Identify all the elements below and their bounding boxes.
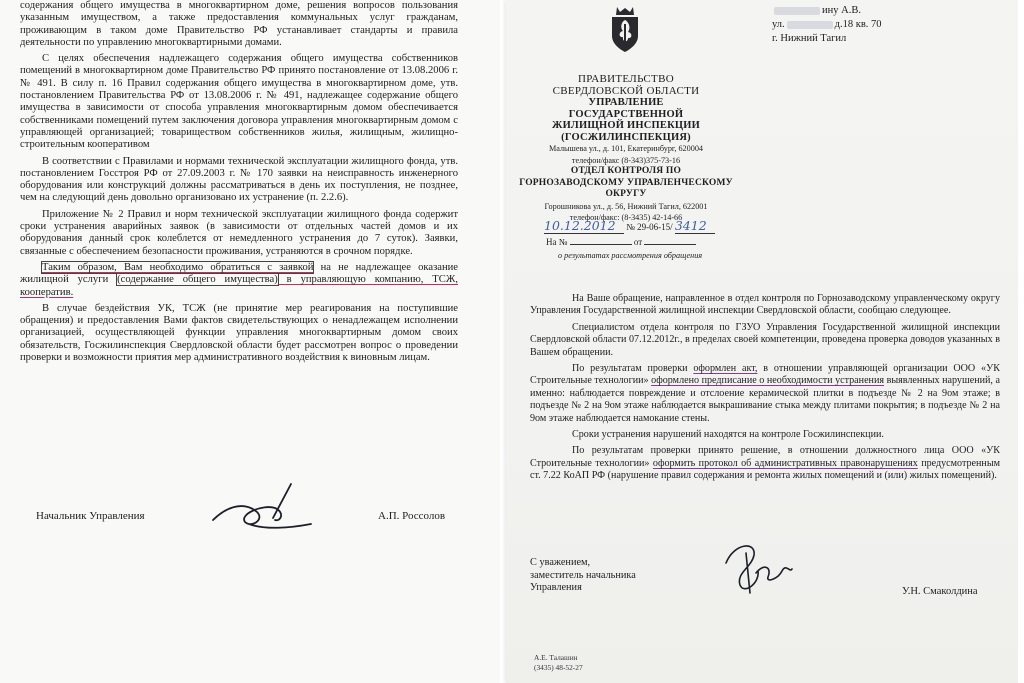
redaction-icon <box>774 7 820 15</box>
recipient-block <box>772 4 882 46</box>
letterhead-line-4: ГОСУДАРСТВЕННОЙ <box>568 108 684 120</box>
closing-line-1: С уважением, <box>530 557 591 568</box>
protocol-highlight: оформить протокол об административных правонарушениях <box>652 457 918 469</box>
right-letter-page <box>506 0 1018 683</box>
right-paragraph-3: По результатам проверки оформлен акт, в отношении управляющей организации ООО «УК Строительные технологии» оформлено предписание о необходимости устранения выявленных нарушений, а именно: наблюдается повреждение и отслоение керамической плитки в подъезде № 2 на 9ом этаже; в подъезде № 2 на 9ом этаже наблюдается выкрашивание стыка между плитами покрытия; в подъезде № 2 на 9ом этаже наблюдается намокание стены. <box>530 363 1000 424</box>
left-paragraph-3: В соответствии с Правилами и нормами технической эксплуатации жилищного фонда, утв. постановлением Госстроя РФ от 27.09.2003 г. № 170 заявки на неисправность инженерного оборудования или конструкций должны рассматриваться в день их поступления, не позднее, чем на следующий день довольно организовано их устранение (п. 2.2.6). <box>20 155 458 204</box>
letterhead-phone-1: телефон/факс (8-343)375-73-16 <box>571 155 681 165</box>
right-paragraph-5: По результатам проверки принято решение, в отношении должностного лица ООО «УК Строительные технологии» оформить протокол об административных правонарушениях предусмотренным ст. 7.22 КоАП РФ (нарушение правил содержания и ремонта жилых помещений и (или) жилых помещений). <box>530 445 1000 482</box>
left-letter-body <box>20 0 458 368</box>
letterhead-line-5: ЖИЛИЩНОЙ ИНСПЕКЦИИ <box>551 120 700 131</box>
left-highlight-paragraph <box>20 262 458 299</box>
left-signature-title: Начальник Управления <box>36 510 145 522</box>
executor-name: А.Е. Талашин <box>534 653 578 662</box>
closing-block <box>530 557 636 595</box>
letterhead <box>506 74 746 224</box>
left-paragraph-1: содержания общего имущества в многоквартирном доме, решения вопросов пользования указанным имуществом, а также предоставления коммунальных услуг гражданам, проживающим в таком доме Правительство РФ устанавливает стандарты и правила деятельности по управлению многоквартирными домами. <box>20 0 458 48</box>
letterhead-line-6: (ГОСЖИЛИНСПЕКЦИЯ) <box>561 131 691 143</box>
right-signature-image <box>716 533 796 603</box>
letterhead-line-2: СВЕРДЛОВСКОЙ ОБЛАСТИ <box>552 84 700 97</box>
letterhead-dept-2: ГОРНОЗАВОДСКОМУ УПРАВЛЕНЧЕСКОМУ ОКРУГУ <box>519 177 733 199</box>
left-paragraph-last: В случае бездействия УК, ТСЖ (не принятие мер реагирования на поступившие обращения) и предоставления Вами фактов свидетельствующих о ненадлежащем исполнении организацией, осуществляющей функции управления многоквартирным домом своих обязательств, Госжилинспекция Свердловской области будет рассмотрен вопрос о проведении проверки и возможности приятия мер административного воздействия к виновным лицам. <box>20 302 458 364</box>
highlight-part-4: в управляющую компанию, ТСЖ, кооператив. <box>20 274 458 298</box>
left-letter-page <box>0 0 500 683</box>
highlight-part-2: на не надлежащее оказание жилищной услуги <box>20 261 458 286</box>
order-highlight: оформлено предписание о необходимости устранения <box>651 375 884 387</box>
left-signature-name: А.П. Россолов <box>378 510 446 522</box>
executor-block <box>534 653 583 672</box>
na-blank <box>570 236 632 245</box>
na-label: На № <box>546 237 568 247</box>
letterhead-line-1: ПРАВИТЕЛЬСТВО <box>578 73 674 85</box>
letterhead-address-1: Малышева ул., д. 101, Екатеринбург, 620004 <box>548 144 704 153</box>
handwritten-date: 10.12.2012 <box>544 218 624 234</box>
letterhead-phone-2: телефон/факс: (8-3435) 42-14-66 <box>569 213 683 222</box>
left-paragraph-4: Приложение № 2 Правил и норм технической эксплуатации жилищного фонда содержит сроки устранения аварийных заявок (в зависимости от отдельных частей домов и их оборудования данный срок колеблется от немедленного устранения до 7 суток). Заявки, связанные с обеспечением безопасности проживания, устраняются в срочном порядке. <box>20 208 458 257</box>
date-line <box>544 218 715 234</box>
number-label: № <box>626 222 635 232</box>
recipient-street: ул. д.18 кв. 70 <box>772 19 882 30</box>
highlight-part-1: Таким образом, Вам необходимо обратиться с заявкой <box>42 261 314 273</box>
right-paragraph-1: На Ваше обращение, направленное в отдел контроля по Горнозаводскому управленческому округу Управления Государственной жилищной инспекции Свердловской области, сообщаю следующее. <box>530 293 1000 317</box>
left-paragraph-2: С целях обеспечения надлежащего содержания общего имущества собственников помещений в многоквартирном доме Правительство РФ принято постановление от 13.08.2006 г. № 491. В силу п. 16 Правил содержания общего имущества в многоквартирном доме, утв. постановлением Правительства РФ от 13.08.2006 г. № 491, надлежащее содержание общего имущества в зависимости от способа управления многоквартирным домом обеспечивается собственниками помещений путем заключения договора управления многоквартирным домом с управляющей организацией; товариществом собственников жилья, жилищным, жилищно-строительным кооперативом <box>20 53 458 151</box>
redaction-icon <box>787 21 833 29</box>
reference-line <box>546 236 696 247</box>
left-signature-image <box>205 478 315 538</box>
act-highlight: оформлен акт, <box>693 363 758 375</box>
letterhead-line-3: УПРАВЛЕНИЕ <box>588 97 664 108</box>
right-letter-body <box>530 293 1000 487</box>
subject-line: о результатах рассмотрения обращения <box>558 251 703 260</box>
recipient-name: ину А.В. <box>772 4 882 18</box>
right-paragraph-4: Сроки устранения нарушений находятся на контроле Госжилинспекции. <box>572 429 884 441</box>
executor-phone: (3435) 48-52-27 <box>534 662 583 672</box>
ot-label: от <box>633 237 643 247</box>
coat-of-arms-icon <box>606 4 644 54</box>
closing-line-3: Управления <box>530 582 582 593</box>
handwritten-number: 3412 <box>675 218 715 234</box>
right-signature-name: У.Н. Смаколдина <box>902 586 978 597</box>
recipient-city: г. Нижний Тагил <box>772 33 847 44</box>
letterhead-address-2: Горошникова ул., д. 56, Нижний Тагил, 622001 <box>544 201 708 211</box>
ot-blank <box>644 236 696 245</box>
right-paragraph-2: Специалистом отдела контроля по ГЗУО Управления Государственной жилищной инспекции Свердловской области 07.12.2012г., в пределах своей компетенции, проведена проверка доводов указанных в Вашем обращении. <box>530 321 1000 358</box>
number-printed: 29-06-15/ <box>637 222 673 232</box>
highlight-part-3: (содержание общего имущества) <box>117 274 278 286</box>
letterhead-dept-1: ОТДЕЛ КОНТРОЛЯ ПО <box>570 166 682 176</box>
closing-line-2: заместитель начальника <box>530 569 636 581</box>
